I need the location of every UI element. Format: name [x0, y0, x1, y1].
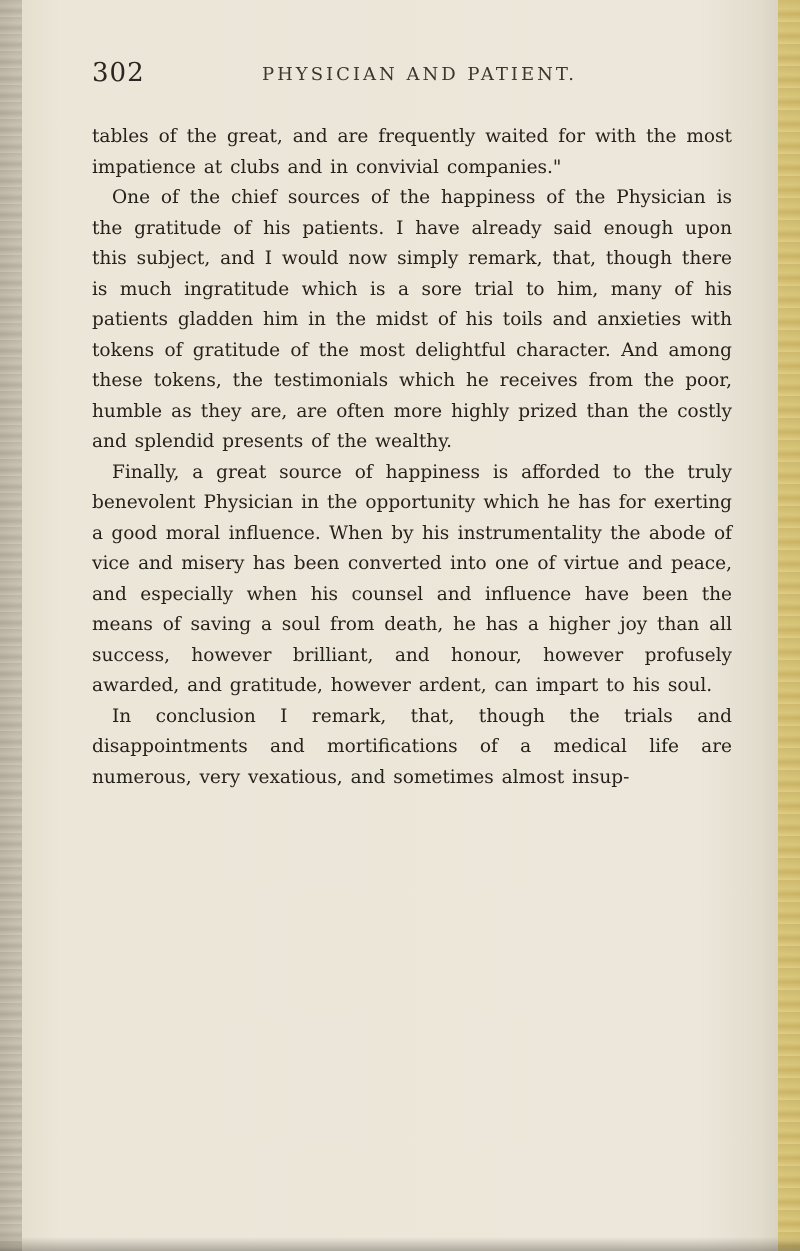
bottom-page-shadow	[0, 1237, 800, 1251]
paragraph-continuation: tables of the great, and are frequently waited for with the most impatience at clubs and in convivial companies."	[92, 126, 732, 178]
left-page-edge	[0, 0, 22, 1251]
paragraph: One of the chief sources of the happiness of the Physician is the gratitude of his patients. I have already said enough upon this subject, and I would now simply remark, that, though there is much ingratitude which is a sore trial to him, many of his patients gladden him in the midst of his toils and anxieties with tokens of gratitude of the most delightful character. And among these tokens, the testimonials which he receives from the poor, humble as they are, are often more highly prized than the costly and splendid presents of the wealthy.	[92, 187, 732, 452]
body-text	[92, 122, 732, 793]
paragraph: Finally, a great source of happiness is afforded to the truly benevolent Physician in the opportunity which he has for exerting a good moral influence. When by his instrumentality the abode of vice and misery has been converted into one of virtue and peace, and especially when his counsel and influence have been the means of saving a soul from death, he has a higher joy than all success, however brilliant, and honour, however profusely awarded, and gratitude, however ardent, can impart to his soul.	[92, 461, 732, 696]
page-number: 302	[92, 58, 145, 88]
running-head: PHYSICIAN AND PATIENT.	[262, 64, 577, 85]
page-header	[92, 58, 732, 98]
right-page-edge	[778, 0, 800, 1251]
paragraph: In conclusion I remark, that, though the trials and disappointments and mortifications of a medical life are numerous, very vexatious, and sometimes almost insup-	[92, 705, 732, 788]
